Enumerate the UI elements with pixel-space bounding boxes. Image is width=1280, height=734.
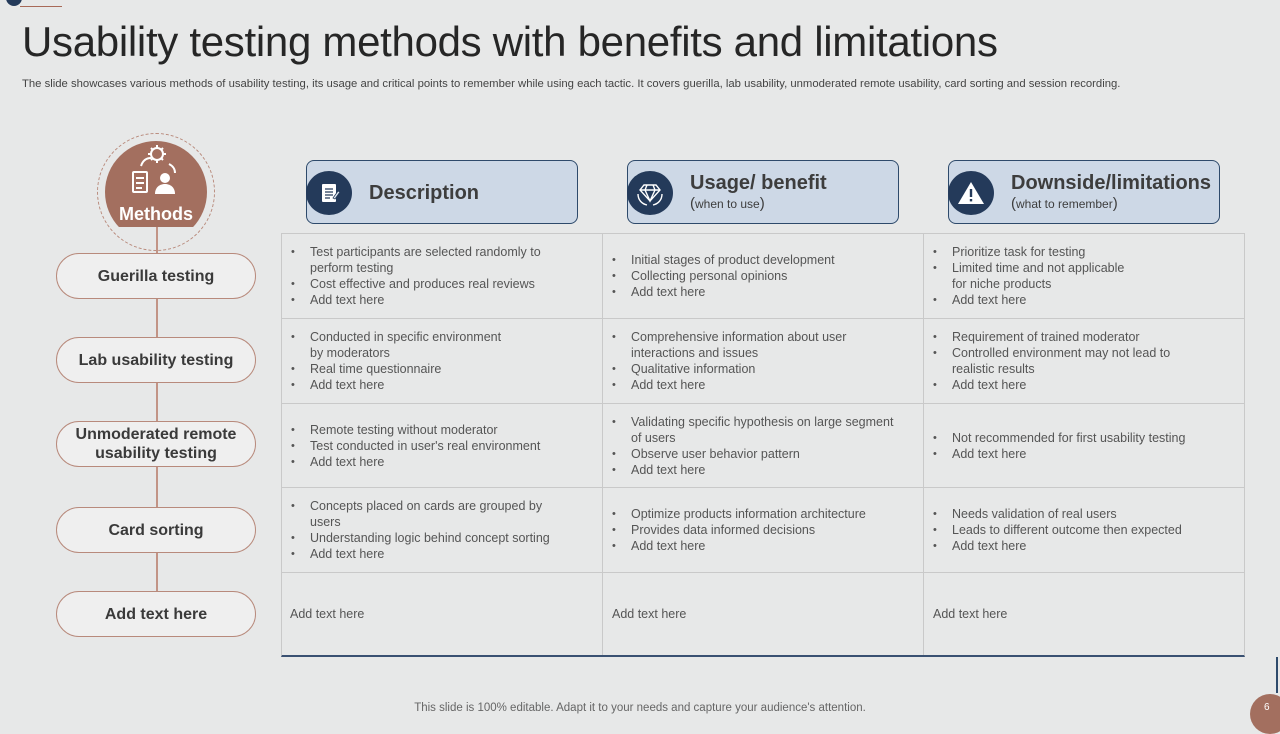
warning-icon <box>948 171 994 215</box>
list-item: • Remote testing without moderator <box>310 422 584 438</box>
column-header-usage-benefit-subtitle: (when to use) <box>690 195 765 212</box>
page-subtitle: The slide showcases various methods of usability testing, its usage and critical points to remember while using each tactic. It covers guerilla, lab usability, unmoderated remote usability, card sorting and session recording. <box>22 78 1121 90</box>
list-item: • Comprehensive information about user interactions and issues <box>631 329 905 361</box>
column-header-usage-benefit-title: Usage/ benefit <box>690 172 827 194</box>
page-number: 6 <box>1264 702 1270 713</box>
corner-accent-line <box>1276 657 1278 693</box>
table-cell-description: Add text here <box>290 607 365 621</box>
methods-badge-label: Methods <box>119 204 193 224</box>
list-item: • Requirement of trained moderator <box>952 329 1226 345</box>
table-cell-usage <box>605 329 905 393</box>
column-divider <box>923 234 924 655</box>
table-cell-usage <box>605 252 905 300</box>
table-cell-description <box>284 422 584 470</box>
table-cell-downside <box>926 329 1226 393</box>
table-cell-usage <box>605 506 905 554</box>
footer-note: This slide is 100% editable. Adapt it to your needs and capture your audience's attention. <box>414 702 866 714</box>
list-item: • Add text here <box>631 377 905 393</box>
column-header-downside-limitations-subtitle-text: what to remember <box>1016 197 1113 211</box>
table-cell-usage <box>605 414 905 478</box>
method-add-text: Add text here <box>56 591 256 637</box>
list-item: • Not recommended for first usability testing <box>952 430 1226 446</box>
list-item: • Limited time and not applicable for niche products <box>952 260 1226 292</box>
column-header-usage-benefit-subtitle-text: when to use <box>695 197 760 211</box>
list-item: • Add text here <box>310 292 584 308</box>
corner-decoration <box>0 0 62 8</box>
method-card-sorting: Card sorting <box>56 507 256 553</box>
page-number-badge <box>1250 694 1280 734</box>
list-item: • Add text here <box>631 462 905 478</box>
methods-badge <box>96 130 216 227</box>
list-item: • Add text here <box>631 284 905 300</box>
methods-table <box>281 233 1245 657</box>
list-item: • Add text here <box>310 546 584 562</box>
list-item: • Validating specific hypothesis on large segment of users <box>631 414 905 446</box>
list-item: • Add text here <box>952 377 1226 393</box>
table-cell-description <box>284 244 584 308</box>
column-header-usage-benefit <box>627 160 899 224</box>
list-item: • Provides data informed decisions <box>631 522 905 538</box>
list-item: • Cost effective and produces real reviews <box>310 276 584 292</box>
list-item: • Controlled environment may not lead to realistic results <box>952 345 1226 377</box>
list-item: • Optimize products information architecture <box>631 506 905 522</box>
list-item: • Collecting personal opinions <box>631 268 905 284</box>
list-item: • Add text here <box>952 538 1226 554</box>
row-divider <box>282 318 1244 319</box>
list-item: • Real time questionnaire <box>310 361 584 377</box>
column-divider <box>602 234 603 655</box>
list-item: • Leads to different outcome then expected <box>952 522 1226 538</box>
corner-line <box>20 6 62 7</box>
table-cell-downside <box>926 430 1226 462</box>
list-item: • Qualitative information <box>631 361 905 377</box>
table-cell-downside: Add text here <box>933 607 1008 621</box>
column-header-downside-limitations-subtitle: (what to remember) <box>1011 195 1118 212</box>
diamond-hands-icon <box>627 171 673 215</box>
method-guerilla-testing: Guerilla testing <box>56 253 256 299</box>
list-item: • Understanding logic behind concept sorting <box>310 530 584 546</box>
method-unmoderated-remote-usability-testing: Unmoderated remote usability testing <box>56 421 256 467</box>
row-divider <box>282 572 1244 573</box>
column-header-downside-limitations <box>948 160 1220 224</box>
methods-people-gear-icon <box>131 142 181 198</box>
list-item: • Concepts placed on cards are grouped by users <box>310 498 584 530</box>
column-header-downside-limitations-title: Downside/limitations <box>1011 172 1212 194</box>
row-divider <box>282 403 1244 404</box>
list-item: • Add text here <box>952 292 1226 308</box>
table-cell-usage: Add text here <box>612 607 687 621</box>
table-cell-description <box>284 498 584 562</box>
list-item: • Add text here <box>310 377 584 393</box>
page-title: Usability testing methods with benefits and limitations <box>22 18 998 65</box>
list-item: • Observe user behavior pattern <box>631 446 905 462</box>
column-header-description-title: Description <box>369 182 480 204</box>
list-item: • Test conducted in user's real environment <box>310 438 584 454</box>
list-item: • Initial stages of product development <box>631 252 905 268</box>
list-item: • Add text here <box>310 454 584 470</box>
table-cell-description <box>284 329 584 393</box>
column-header-description <box>306 160 578 224</box>
list-item: • Prioritize task for testing <box>952 244 1226 260</box>
list-item: • Add text here <box>952 446 1226 462</box>
method-lab-usability-testing: Lab usability testing <box>56 337 256 383</box>
table-cell-downside <box>926 506 1226 554</box>
document-icon <box>306 171 352 215</box>
list-item: • Add text here <box>631 538 905 554</box>
table-cell-downside <box>926 244 1226 308</box>
list-item: • Conducted in specific environment by moderators <box>310 329 584 361</box>
list-item: • Needs validation of real users <box>952 506 1226 522</box>
row-divider <box>282 487 1244 488</box>
list-item: • Test participants are selected randomly to perform testing <box>310 244 584 276</box>
